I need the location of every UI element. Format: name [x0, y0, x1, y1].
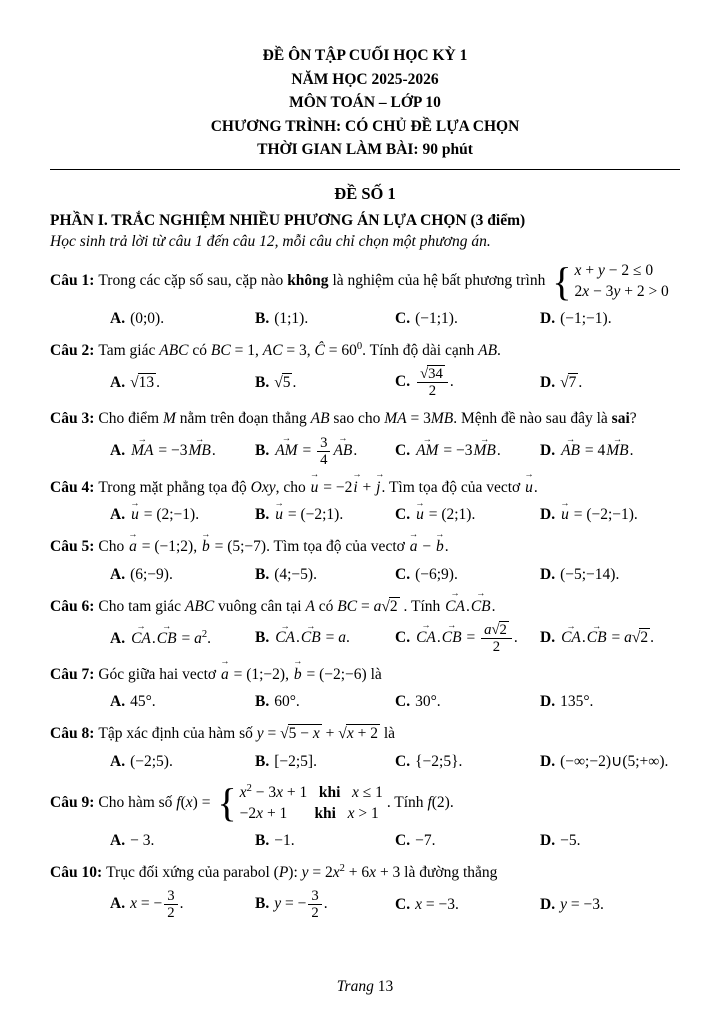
option-text: $\frac{√34}{2}$ . — [415, 373, 454, 390]
question-text: Cho → a = (−1;2), → b = (5;−7). Tìm tọa độ của vectơ → a − → b. — [98, 529, 449, 556]
options-row — [50, 498, 680, 527]
option-A — [110, 621, 255, 650]
question-1 — [50, 258, 680, 331]
question-text: Cho tam giác ABC vuông cân tại A có BC = a√2 . Tính → CA. → CB. — [98, 588, 496, 615]
option-D — [540, 498, 680, 527]
option-letter: B. — [255, 629, 270, 647]
header-line-4: CHƯƠNG TRÌNH: CÓ CHỦ ĐỀ LỰA CHỌN — [210, 117, 520, 135]
option-C — [395, 893, 540, 917]
options-row — [50, 829, 680, 853]
option-D — [540, 563, 680, 587]
question-6 — [50, 588, 680, 656]
question-5 — [50, 529, 680, 586]
question-label: Câu 10: — [50, 863, 103, 881]
exam-header — [50, 44, 680, 162]
option-letter: B. — [255, 506, 270, 524]
option-A — [110, 888, 255, 921]
options-row — [50, 690, 680, 714]
option-text: → AM = −3 → MB. — [416, 434, 501, 460]
option-D — [540, 893, 680, 917]
option-text: −1. — [274, 831, 295, 849]
option-text: → AM = $\frac{3}{4}$ → AB. — [275, 434, 358, 468]
option-text: (4;−5). — [274, 565, 317, 583]
option-letter: B. — [255, 895, 270, 913]
options-row — [50, 307, 680, 331]
question-2 — [50, 339, 680, 400]
page-label: Trang — [336, 978, 374, 996]
option-text: 45°. — [130, 693, 156, 711]
question-text: Trong mặt phẳng tọa độ Oxy, cho → u = −2 → i + → j. Tìm tọa độ của vectơ → u. — [98, 470, 538, 496]
options-row — [50, 888, 680, 921]
option-letter: C. — [395, 629, 411, 647]
option-text: → u = (2;−1). — [130, 498, 200, 524]
question-7 — [50, 657, 680, 714]
option-letter: A. — [110, 565, 126, 583]
option-text: − 3. — [130, 831, 155, 849]
option-letter: C. — [395, 895, 411, 913]
question-label: Câu 4: — [50, 479, 95, 496]
question-10 — [50, 861, 680, 922]
option-A — [110, 690, 255, 714]
options-row — [50, 750, 680, 774]
option-D — [540, 371, 680, 395]
option-C — [395, 434, 540, 463]
header-divider — [50, 169, 680, 170]
option-letter: C. — [395, 442, 411, 460]
option-text: (−∞;−2)∪(5;+∞). — [560, 752, 669, 770]
option-D — [540, 750, 680, 774]
option-text: (−1;1). — [415, 309, 458, 327]
part-heading: PHẦN I. TRẮC NGHIỆM NHIỀU PHƯƠNG ÁN LỰA CHỌN (3 điểm) — [50, 211, 526, 229]
option-B — [255, 371, 395, 395]
option-letter: D. — [540, 309, 556, 327]
question-text: Trong các cặp số sau, cặp nào không là nghiệm của hệ bất phương trình { x + y − 2 ≤ 0 2x − 3y + 2 > 0 — [98, 258, 669, 304]
option-letter: A. — [110, 895, 126, 913]
options-row — [50, 563, 680, 587]
option-C — [395, 750, 540, 774]
option-A — [110, 750, 255, 774]
option-letter: B. — [255, 693, 270, 711]
option-C — [395, 690, 540, 714]
option-letter: A. — [110, 309, 126, 327]
question-9 — [50, 782, 680, 853]
question-text: Tập xác định của hàm số y = √5 − x + √x + 2 là — [98, 725, 396, 743]
header-line-3: MÔN TOÁN – LỚP 10 — [289, 94, 441, 112]
question-text: Cho hàm số f(x) = { $x^2 - 3x + 1$ khi x ≤ 1 −2x + 1 khi x > 1 . Tính f(2). — [98, 780, 454, 826]
option-text: → CA. → CB = $\frac{a√2}{2}$ . — [416, 621, 518, 655]
option-text: 135°. — [560, 693, 594, 711]
option-letter: A. — [110, 442, 126, 460]
exam-title: ĐỀ SỐ 1 — [334, 183, 396, 203]
option-text: y = − $\frac{3}{2}$ . — [274, 888, 328, 922]
question-label: Câu 6: — [50, 597, 95, 615]
option-D — [540, 307, 680, 331]
question-label: Câu 7: — [50, 666, 95, 684]
option-text: y = −3. — [560, 895, 604, 913]
option-letter: A. — [110, 629, 126, 647]
header-line-2: NĂM HỌC 2025-2026 — [291, 70, 439, 88]
option-A — [110, 498, 255, 527]
question-label: Câu 3: — [50, 410, 95, 428]
options-row — [50, 366, 680, 399]
option-text: (−1;−1). — [560, 309, 612, 327]
option-letter: B. — [255, 309, 270, 327]
question-label: Câu 2: — [50, 341, 95, 359]
question-label: Câu 8: — [50, 725, 95, 743]
option-letter: D. — [540, 693, 556, 711]
option-B — [255, 498, 395, 527]
option-letter: D. — [540, 565, 556, 583]
option-C — [395, 307, 540, 331]
question-label: Câu 5: — [50, 538, 95, 556]
option-text: → AB = 4 → MB. — [561, 434, 634, 460]
option-C — [395, 498, 540, 527]
option-text: → u = (−2;−1). — [560, 498, 638, 524]
option-B — [255, 690, 395, 714]
option-B — [255, 307, 395, 331]
option-B — [255, 563, 395, 587]
option-A — [110, 434, 255, 463]
questions-list — [50, 258, 680, 930]
option-letter: C. — [395, 693, 411, 711]
option-B — [255, 829, 395, 853]
option-letter: D. — [540, 895, 556, 913]
option-A — [110, 563, 255, 587]
option-text: (0;0). — [130, 309, 165, 327]
option-A — [110, 371, 255, 395]
question-3 — [50, 407, 680, 468]
option-letter: B. — [255, 831, 270, 849]
option-text: → u = (−2;1). — [274, 498, 344, 524]
options-row — [50, 435, 680, 468]
option-text: → u = (2;1). — [415, 498, 476, 524]
option-letter: D. — [540, 831, 556, 849]
option-text: (−2;5). — [130, 752, 173, 770]
option-letter: A. — [110, 373, 126, 391]
option-letter: C. — [395, 565, 411, 583]
option-letter: D. — [540, 442, 556, 460]
question-text: Cho điểm M nằm trên đoạn thẳng AB sao cho MA = 3MB. Mệnh đề nào sau đây là sai? — [98, 410, 637, 428]
option-letter: C. — [395, 831, 411, 849]
option-A — [110, 829, 255, 853]
instruction: Học sinh trả lời từ câu 1 đến câu 12, mỗi câu chỉ chọn một phương án. — [50, 232, 491, 250]
option-B — [255, 888, 395, 921]
option-letter: A. — [110, 506, 126, 524]
option-C — [395, 563, 540, 587]
option-text: → CA. → CB = a. — [275, 621, 350, 647]
option-letter: D. — [540, 373, 556, 391]
option-text: −7. — [415, 831, 436, 849]
option-letter: B. — [255, 752, 270, 770]
option-text: 60°. — [274, 693, 300, 711]
option-A — [110, 307, 255, 331]
option-text: √5 . — [274, 373, 297, 391]
option-text: {−2;5}. — [415, 752, 463, 770]
question-label: Câu 1: — [50, 272, 95, 290]
option-text: [−2;5]. — [274, 752, 317, 770]
option-D — [540, 690, 680, 714]
option-letter: D. — [540, 506, 556, 524]
option-text: x = −3. — [415, 895, 459, 913]
option-letter: A. — [110, 693, 126, 711]
header-line-5: THỜI GIAN LÀM BÀI: 90 phút — [257, 141, 473, 159]
option-C — [395, 366, 540, 399]
page-number: 13 — [377, 978, 394, 996]
question-text: Góc giữa hai vectơ → a = (1;−2), → b = (−2;−6) là — [98, 657, 382, 684]
option-text: √13 . — [130, 373, 160, 391]
option-text: → CA. → CB = a√2 . — [561, 621, 654, 647]
option-letter: B. — [255, 565, 270, 583]
option-text: → CA. → CB = $a^2$. — [131, 621, 211, 647]
option-letter: B. — [255, 373, 270, 391]
question-text: Tam giác ABC có BC = 1, AC = 3, Ĉ = $60^0$. Tính độ dài cạnh AB. — [98, 340, 501, 359]
option-letter: B. — [255, 441, 270, 459]
option-D — [540, 829, 680, 853]
option-letter: C. — [395, 752, 411, 770]
option-B — [255, 750, 395, 774]
header-line-1: ĐỀ ÔN TẬP CUỐI HỌC KỲ 1 — [262, 47, 468, 64]
question-label: Câu 9: — [50, 793, 95, 811]
question-4 — [50, 470, 680, 527]
option-letter: D. — [540, 752, 556, 770]
option-text: −5. — [560, 831, 581, 849]
option-D — [540, 621, 680, 650]
question-8 — [50, 722, 680, 773]
option-text: → MA = −3 → MB. — [131, 434, 216, 460]
option-D — [540, 434, 680, 463]
question-text: Trục đối xứng của parabol (P): $y = 2x^2 + 6x + 3$ là đường thẳng — [106, 862, 498, 881]
option-text: (6;−9). — [130, 565, 173, 583]
option-letter: A. — [110, 752, 126, 770]
options-row — [50, 622, 680, 655]
option-text: √7 . — [560, 373, 583, 391]
option-letter: C. — [395, 373, 411, 391]
option-B — [255, 621, 395, 650]
option-text: x = − $\frac{3}{2}$ . — [130, 888, 184, 922]
option-C — [395, 622, 540, 655]
option-letter: A. — [110, 831, 126, 849]
option-text: (1;1). — [274, 309, 309, 327]
option-letter: D. — [540, 629, 556, 647]
option-B — [255, 435, 395, 468]
option-text: (−5;−14). — [560, 565, 620, 583]
option-C — [395, 829, 540, 853]
option-text: (−6;9). — [415, 565, 458, 583]
option-letter: C. — [395, 506, 411, 524]
option-letter: C. — [395, 309, 411, 327]
option-text: 30°. — [415, 693, 441, 711]
page-footer — [50, 976, 680, 998]
